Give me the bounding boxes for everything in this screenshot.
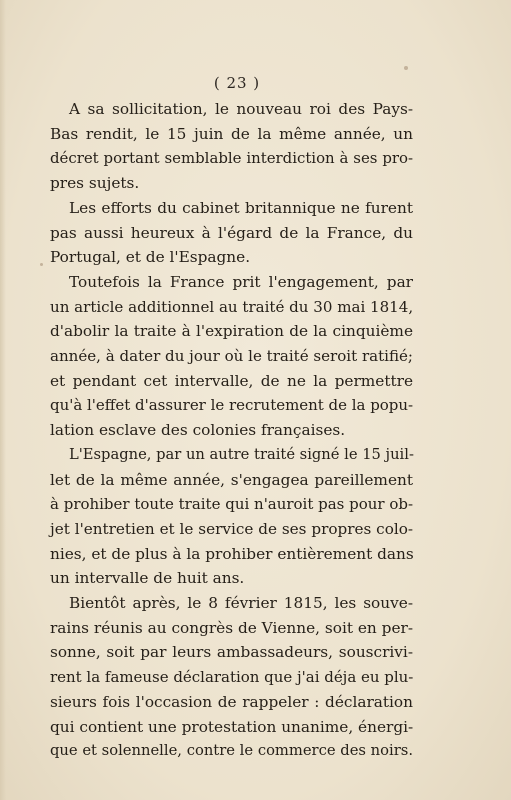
text-line: rent la fameuse déclaration que j'ai déja eu plu- bbox=[50, 668, 414, 687]
body-text bbox=[50, 97, 413, 764]
text-line: d'abolir la traite à l'expiration de la cinquième bbox=[50, 322, 413, 341]
text-line: sonne, soit par leurs ambassadeurs, souscrivi- bbox=[50, 643, 413, 662]
text-line: et pendant cet intervalle, de ne la permettre bbox=[50, 371, 413, 390]
text-line: let de la même année, s'engagea pareillement bbox=[50, 470, 413, 489]
text-line: nies, et de plus à la prohiber entièrement dans bbox=[50, 544, 414, 563]
text-line: qui contient une protestation unanime, énergi- bbox=[50, 717, 414, 736]
text-line: que et solennelle, contre le commerce des noirs. bbox=[50, 742, 413, 760]
text-line: à prohiber toute traite qui n'auroit pas pour ob- bbox=[50, 495, 413, 514]
text-line: sieurs fois l'occasion de rappeler : déclaration bbox=[50, 692, 413, 711]
text-line: qu'à l'effet d'assurer le recrutement de la popu- bbox=[50, 396, 414, 415]
text-line: rains réunis au congrès de Vienne, soit en per- bbox=[50, 618, 413, 637]
text-line: Portugal, et de l'Espagne. bbox=[50, 248, 251, 267]
text-line: lation esclave des colonies françaises. bbox=[50, 421, 346, 440]
foxing-spot bbox=[404, 66, 408, 70]
text-line: jet l'entretien et le service de ses propres colo- bbox=[50, 519, 413, 538]
text-line: pres sujets. bbox=[50, 174, 140, 193]
text-line: Bientôt après, le 8 février 1815, les souve- bbox=[69, 594, 413, 613]
text-line: un article additionnel au traité du 30 mai 1814, bbox=[50, 297, 414, 316]
text-line: L'Espagne, par un autre traité signé le 15 juil- bbox=[69, 445, 414, 463]
text-line: un intervalle de huit ans. bbox=[50, 569, 245, 588]
text-line: décret portant semblable interdiction à ses pro- bbox=[50, 149, 413, 168]
foxing-spot bbox=[40, 263, 43, 266]
text-line: pas aussi heureux à l'égard de la France, du bbox=[50, 223, 413, 242]
text-line: Bas rendit, le 15 juin de la même année, un bbox=[50, 124, 413, 143]
text-line: A sa sollicitation, le nouveau roi des Pays- bbox=[69, 100, 413, 118]
page-edge-shadow bbox=[0, 0, 6, 800]
text-line: Les efforts du cabinet britannique ne furent bbox=[69, 198, 413, 217]
page-number: ( 23 ) bbox=[213, 74, 261, 92]
text-line: année, à dater du jour où le traité seroit ratifié; bbox=[50, 347, 413, 366]
text-line: Toutefois la France prit l'engagement, par bbox=[69, 272, 413, 291]
